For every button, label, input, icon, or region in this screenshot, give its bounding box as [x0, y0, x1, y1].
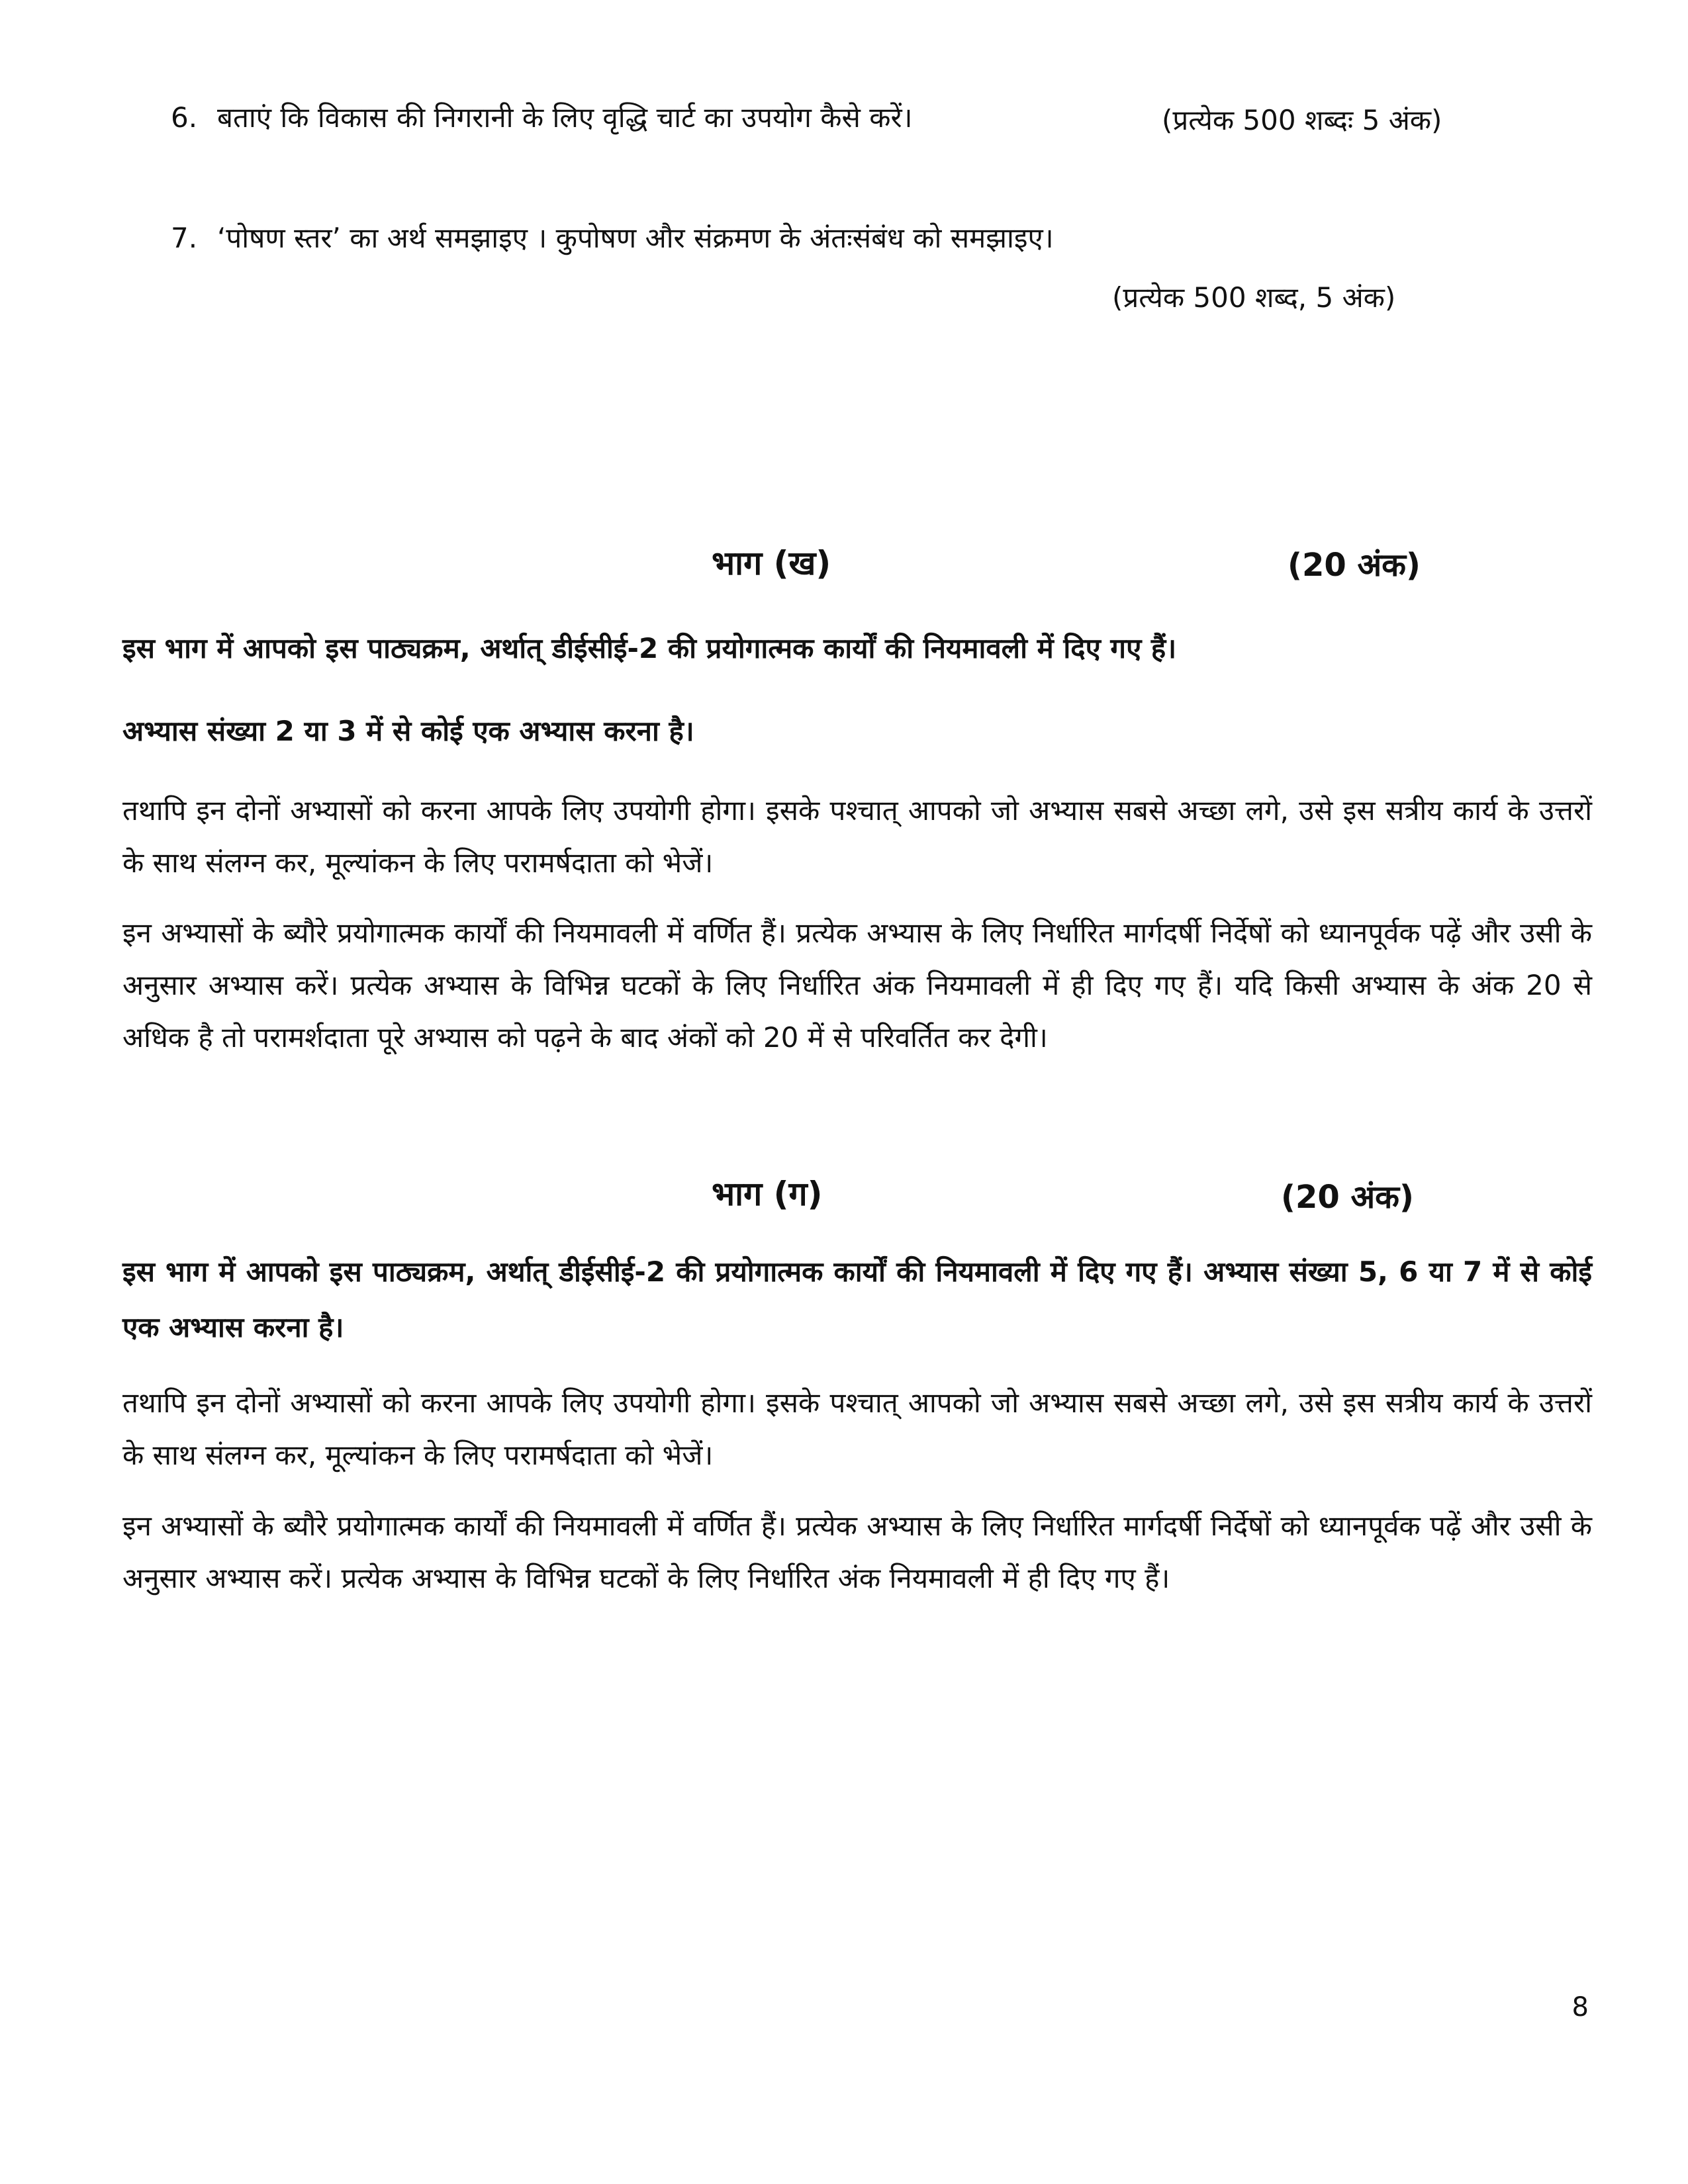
- section-c-marks: (20 अंक): [1281, 1179, 1414, 1216]
- question-number: 7.: [171, 222, 198, 254]
- question-7-marks: (प्रत्येक 500 शब्द, 5 अंक): [1112, 281, 1396, 314]
- section-b-title: भाग (ख): [712, 544, 831, 582]
- question-text: ‘पोषण स्तर’ का अर्थ समझाइए । कुपोषण और संक्रमण के अंतःसंबंध को समझाइए।: [217, 222, 1054, 254]
- page-number: 8: [1571, 1992, 1589, 2023]
- section-b-instruction-1: इस भाग में आपको इस पाठ्यक्रम, अर्थात् डीईसीई-2 की प्रयोगात्मक कार्यों की नियमावली में दिए गए हैं।: [122, 632, 1177, 664]
- section-b-paragraph-1: तथापि इन दोनों अभ्यासों को करना आपके लिए उपयोगी होगा। इसके पश्चात् आपको जो अभ्यास सबसे अच्छा लगे, उसे इस सत्रीय कार्य के उत्तरों के साथ संलग्न कर, मूल्यांकन के लिए परामर्षदाता को भेजें।: [122, 794, 1592, 879]
- section-c-paragraph-1: तथापि इन दोनों अभ्यासों को करना आपके लिए उपयोगी होगा। इसके पश्चात् आपको जो अभ्यास सबसे अच्छा लगे, उसे इस सत्रीय कार्य के उत्तरों के साथ संलग्न कर, मूल्यांकन के लिए परामर्षदाता को भेजें।: [122, 1387, 1592, 1471]
- question-6-marks: (प्रत्येक 500 शब्दः 5 अंक): [1162, 104, 1442, 136]
- section-c-paragraph-2: इन अभ्यासों के ब्यौरे प्रयोगात्मक कार्यों की नियमावली में वर्णित हैं। प्रत्येक अभ्यास के लिए निर्धारित मार्गदर्षी निर्देषों को ध्यानपूर्वक पढ़ें और उसी के अनुसार अभ्यास करें। प्रत्येक अभ्यास के विभिन्न घटकों के लिए निर्धारित अंक नियमावली में ही दिए गए हैं।: [122, 1510, 1592, 1594]
- section-c-instruction: इस भाग में आपको इस पाठ्यक्रम, अर्थात् डीईसीई-2 की प्रयोगात्मक कार्यों की नियमावली में दिए गए हैं। अभ्यास संख्या 5, 6 या 7 में से कोई एक अभ्यास करना है।: [122, 1255, 1592, 1343]
- question-text: बताएं कि विकास की निगरानी के लिए वृद्धि चार्ट का उपयोग कैसे करें।: [217, 101, 913, 134]
- section-b-paragraph-2: इन अभ्यासों के ब्यौरे प्रयोगात्मक कार्यों की नियमावली में वर्णित हैं। प्रत्येक अभ्यास के लिए निर्धारित मार्गदर्षी निर्देषों को ध्यानपूर्वक पढ़ें और उसी के अनुसार अभ्यास करें। प्रत्येक अभ्यास के विभिन्न घटकों के लिए निर्धारित अंक नियमावली में ही दिए गए हैं। यदि किसी अभ्यास के अंक 20 से अधिक है तो परामर्शदाता पूरे अभ्यास को पढ़ने के बाद अंकों को 20 में से परिवर्तित कर देगी।: [122, 917, 1592, 1054]
- question-number: 6.: [171, 101, 198, 134]
- question-7: [171, 218, 1054, 258]
- section-c-title: भाग (ग): [712, 1175, 823, 1213]
- question-6: [171, 98, 913, 138]
- section-b-marks: (20 अंक): [1288, 547, 1421, 584]
- section-b-instruction-2: अभ्यास संख्या 2 या 3 में से कोई एक अभ्यास करना है।: [122, 715, 694, 747]
